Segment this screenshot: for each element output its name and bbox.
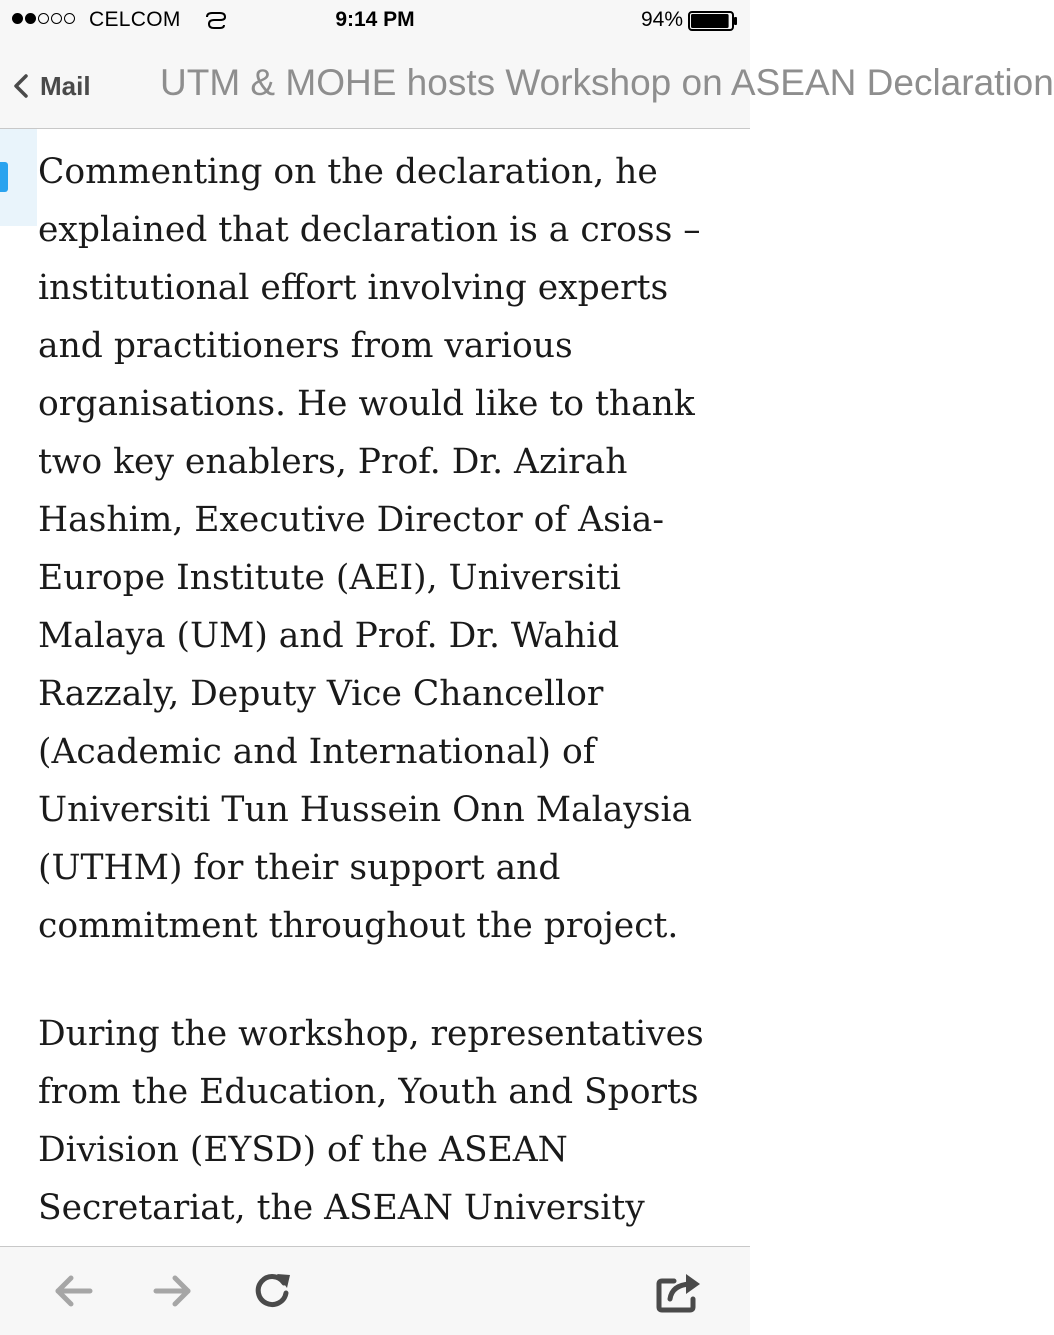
twitter-icon (0, 162, 8, 192)
reload-icon (250, 1269, 294, 1313)
battery-fill (691, 14, 729, 28)
bottom-toolbar (0, 1246, 750, 1335)
back-to-mail-button[interactable] (12, 66, 91, 106)
chevron-left-icon (12, 72, 30, 100)
back-arrow-button[interactable] (52, 1269, 96, 1313)
article-paragraph: During the workshop, representatives from the Education, Youth and Sports Division (EYSD) of the ASEAN Secretariat, the ASEAN University (38, 1014, 704, 1228)
share-icon (656, 1269, 702, 1313)
battery-percentage: 94% (640, 8, 683, 31)
twitter-share-tab[interactable] (0, 129, 37, 226)
battery-icon (688, 11, 738, 31)
forward-arrow-icon (150, 1269, 194, 1313)
carrier-name: CELCOM (89, 8, 181, 31)
navigation-bar (0, 40, 1054, 128)
reload-button[interactable] (250, 1269, 294, 1313)
status-time: 9:14 PM (335, 8, 415, 31)
article-body (38, 143, 728, 1287)
back-button-label: Mail (40, 70, 91, 101)
share-button[interactable] (656, 1269, 700, 1313)
status-bar (0, 0, 750, 40)
back-arrow-icon (52, 1269, 96, 1313)
forward-arrow-button[interactable] (150, 1269, 194, 1313)
page-title: UTM & MOHE hosts Workshop on ASEAN Declaration (160, 62, 1054, 103)
top-bar (0, 0, 1054, 129)
article-paragraph: Commenting on the declaration, he explained that declaration is a cross – institutional effort involving experts and practitioners from various organisations. He would like to thank two key enablers, Prof. Dr. Azirah Hashim, Executive Director of Asia-Europe Institute (AEI), Universiti Malaya (UM) and Prof. Dr. Wahid Razzaly, Deputy Vice Chancellor (Academic and International) of Universiti Tun Hussein Onn Malaysia (UTHM) for their support and commitment throughout the project. (38, 152, 701, 946)
